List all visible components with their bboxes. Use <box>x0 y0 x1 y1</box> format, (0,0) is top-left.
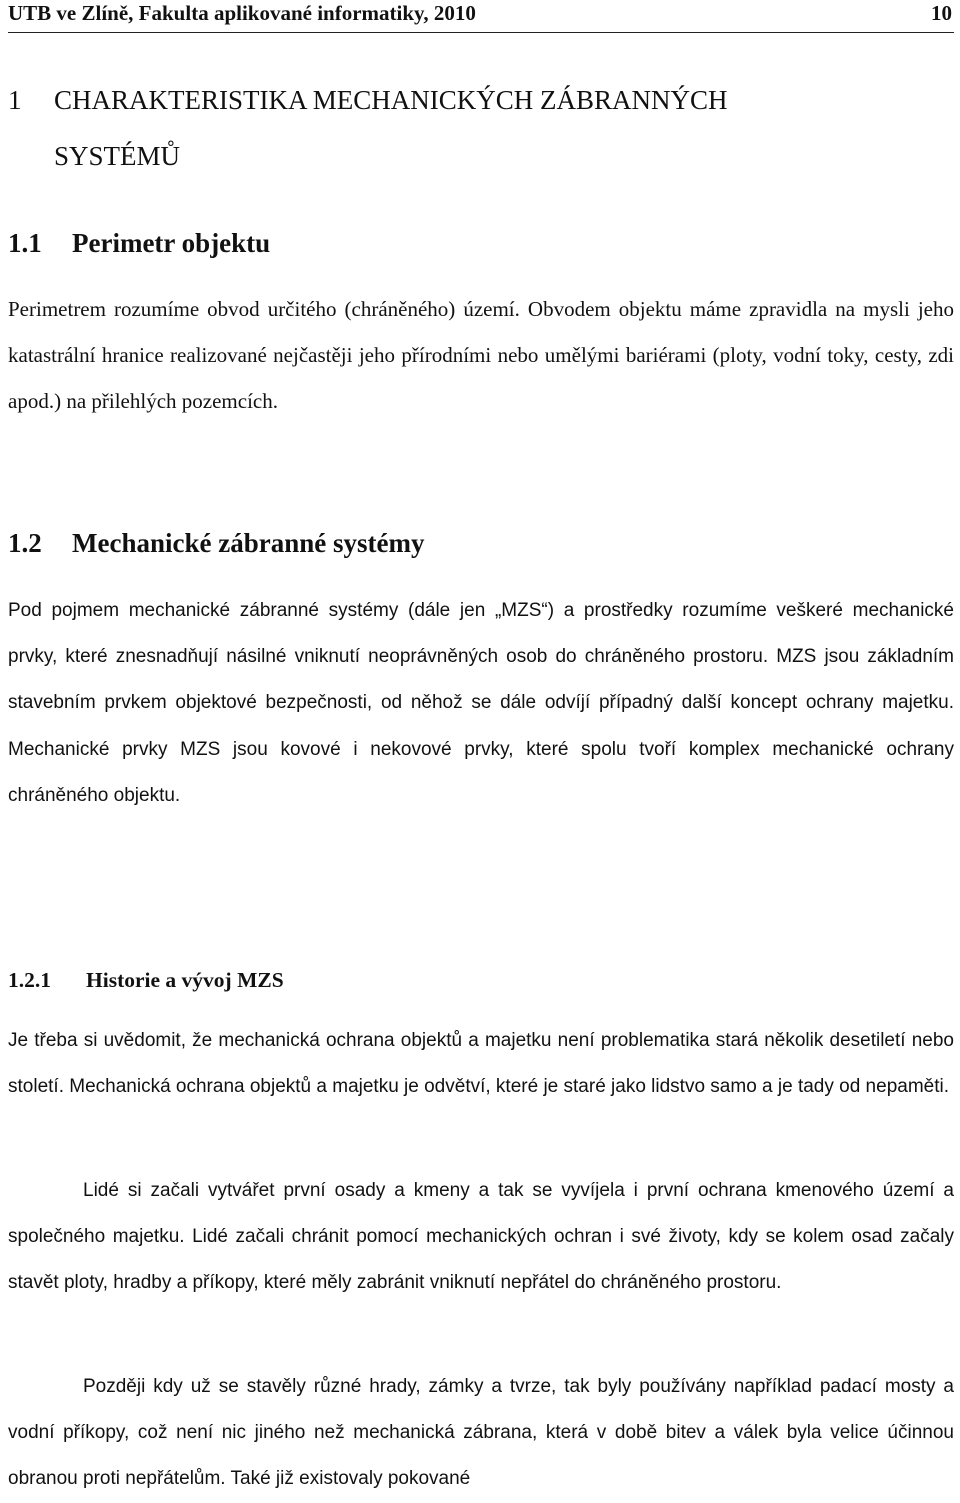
section-heading-perimetr <box>8 228 270 259</box>
subsection-number: 1.2.1 <box>8 968 51 992</box>
header-title: UTB ve Zlíně, Fakulta aplikované informatiky, 2010 <box>8 1 476 25</box>
chapter-heading <box>8 72 954 171</box>
paragraph-historie-1 <box>8 1018 954 1110</box>
paragraph-text: Lidé si začali vytvářet první osady a kmeny a tak se vyvíjela i první ochrana kmenového území a společného majetku. Lidé začali chránit pomocí mechanických ochran i své životy, kdy se kolem osad začaly stavět ploty, hradby a příkopy, které měly zabránit vniknutí nepřátel do chráněného prostoru. <box>8 1180 954 1294</box>
paragraph-text: Perimetrem rozumíme obvod určitého (chráněného) území. Obvodem objektu máme zpravidla na mysli jeho katastrální hranice realizované nejčastěji jeho přírodními nebo umělými bariérami (ploty, vodní toky, cesty, zdi apod.) na přilehlých pozemcích. <box>8 297 954 414</box>
chapter-title: CHARAKTERISTIKA MECHANICKÝCH ZÁBRANNÝCH SYSTÉMŮ <box>54 85 728 171</box>
section-title: Perimetr objektu <box>72 228 271 258</box>
chapter-number: 1 <box>8 85 22 115</box>
document-page <box>8 0 954 1490</box>
paragraph-text: Je třeba si uvědomit, že mechanická ochrana objektů a majetku není problematika stará několik desetiletí nebo století. Mechanická ochrana objektů a majetku je odvětví, které je staré jako lidstvo samo a je tady od nepaměti. <box>8 1030 954 1098</box>
section-number: 1.1 <box>8 228 42 258</box>
paragraph-historie-2 <box>8 1168 954 1307</box>
page-number: 10 <box>931 1 952 25</box>
running-header <box>8 0 954 33</box>
section-title: Mechanické zábranné systémy <box>72 528 425 558</box>
paragraph-text: Později kdy už se stavěly různé hrady, zámky a tvrze, tak byly používány například padací mosty a vodní příkopy, což není nic jiného než mechanická zábrana, která v době bitev a válek byla velice účinnou obranou proti nepřátelům. Také již existovaly pokované <box>8 1376 954 1490</box>
paragraph-historie-3 <box>8 1364 954 1503</box>
subsection-heading-historie <box>8 968 284 993</box>
subsection-title: Historie a vývoj MZS <box>86 968 284 992</box>
paragraph-perimetr <box>8 286 954 425</box>
paragraph-mzs <box>8 588 954 819</box>
paragraph-text: Pod pojmem mechanické zábranné systémy (dále jen „MZS“) a prostředky rozumíme veškeré mechanické prvky, které znesnadňují násilné vniknutí neoprávněných osob do chráněného prostoru. MZS jsou základním stavebním prvkem objektové bezpečnosti, od něhož se dále odvíjí případný další koncept ochrany majetku. Mechanické prvky MZS jsou kovové i nekovové prvky, které spolu tvoří komplex mechanické ochrany chráněného objektu. <box>8 600 954 806</box>
section-heading-mzs <box>8 528 424 559</box>
section-number: 1.2 <box>8 528 42 558</box>
